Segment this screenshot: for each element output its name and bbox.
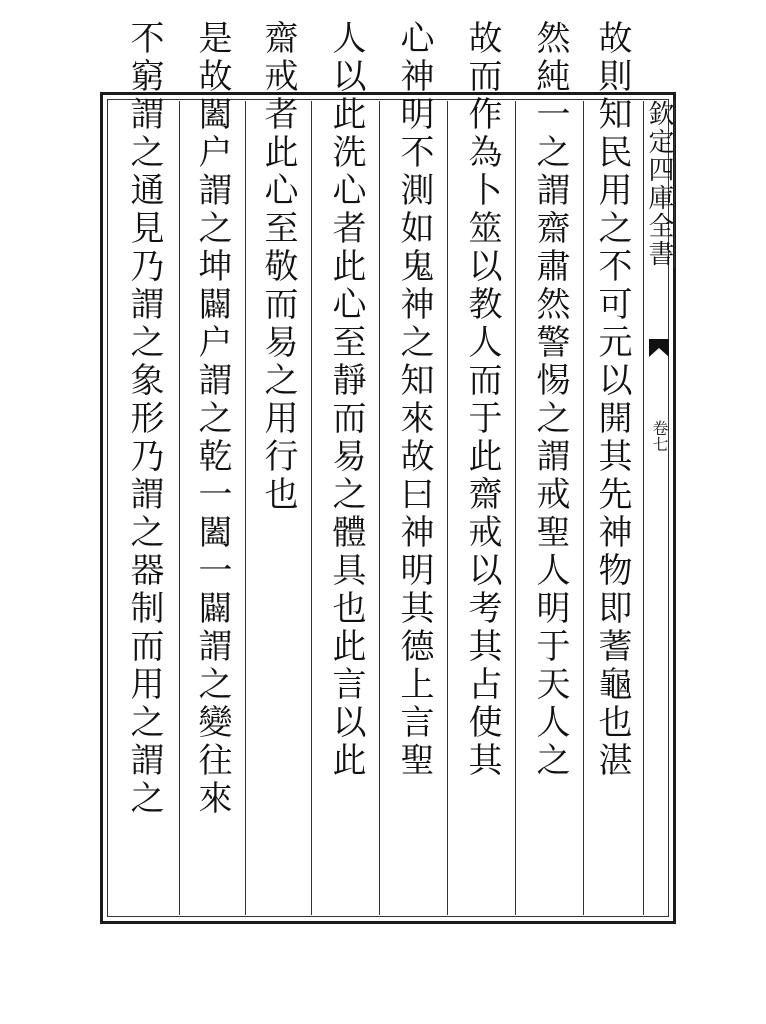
text-column-1: 故則知民用之不可元以開其先神物即蓍龜也湛 xyxy=(592,20,632,780)
text-column-2: 然純一之謂齋肅然警惕之謂戒聖人明于天人之 xyxy=(530,20,570,780)
text-column-6: 齋戒者此心至敬而易之用行也 xyxy=(258,20,298,514)
text-column-7: 是故闔户謂之坤闢户謂之乾一闔一闢謂之變往來 xyxy=(192,20,232,818)
text-column-4: 心神明不測如鬼神之知來故曰神明其德上言聖 xyxy=(394,20,434,780)
text-column-8: 不窮謂之通見乃謂之象形乃謂之器制而用之謂之 xyxy=(124,20,164,818)
column-divider xyxy=(311,101,312,915)
column-divider xyxy=(245,101,246,915)
book-title: 欽定四庫全書 xyxy=(644,100,674,268)
text-column-3: 故而作為卜筮以教人而于此齋戒以考其占使其 xyxy=(462,20,502,780)
text-column-5: 人以此洗心者此心至靜而易之體具也此言以此 xyxy=(326,20,366,780)
column-divider xyxy=(179,101,180,915)
volume-number: 卷七 xyxy=(650,420,669,452)
column-divider xyxy=(515,101,516,915)
column-divider xyxy=(447,101,448,915)
column-divider xyxy=(379,101,380,915)
fish-tail-mark-icon xyxy=(648,338,670,358)
